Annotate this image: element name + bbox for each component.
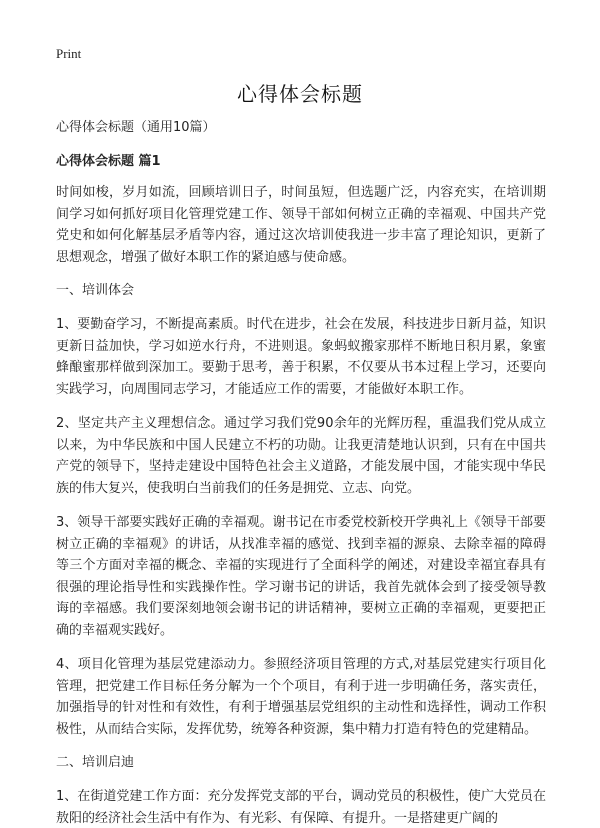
part1-heading: 一、培训体会	[56, 283, 135, 298]
document-title: 心得体会标题	[237, 82, 363, 106]
list-item: 1、要勤奋学习，不断提高素质。时代在进步，社会在发展，科技进步日新月益，知识更新日益加快，学习如逆水行舟，不进则退。象蚂蚁搬家那样不断地日积月累，象蜜蜂酿蜜那样做到深加工。要勤于思考，善于积累，不仅要从书本过程上学习，还要向实践学习，向周围同志学习，才能适应工作的需要，才能做好本职工作。	[56, 317, 546, 397]
print-link[interactable]: Print	[56, 46, 82, 61]
list-item: 1、在街道党建工作方面：充分发挥党支部的平台，调动党员的积极性，使广大党员在敖阳的经济社会生活中有作为、有光彩、有保障、有提升。一是搭建更广阔的	[56, 789, 546, 826]
document-subtitle: 心得体会标题（通用10篇）	[56, 120, 216, 135]
section-title: 心得体会标题 篇1	[56, 154, 161, 169]
document-content	[56, 118, 546, 828]
part2-heading: 二、培训启迪	[56, 755, 135, 770]
list-item: 4、项目化管理为基层党建添动力。参照经济项目管理的方式,对基层党建实行项目化管理，把党建工作目标任务分解为一个个项目，有利于进一步明确任务，落实责任，加强指导的针对性和有效性，有利于增强基层党组织的主动性和选择性，调动工作积极性，从而结合实际，发挥优势，统筹各种资源，集中精力打造有特色的党建精品。	[56, 657, 546, 737]
list-item: 2、坚定共产主义理想信念。通过学习我们党90余年的光辉历程，重温我们党从成立以来，为中华民族和中国人民建立不朽的功勋。让我更清楚地认识到，只有在中国共产党的领导下，坚持走建设中国特色社会主义道路，才能发展中国，才能实现中华民族的伟大复兴，使我明白当前我们的任务是拥党、立志、向党。	[56, 416, 546, 496]
list-item: 3、领导干部要实践好正确的幸福观。谢书记在市委党校新校开学典礼上《领导干部要树立正确的幸福观》的讲话，从找准幸福的感觉、找到幸福的源泉、去除幸福的障碍等三个方面对幸福的概念、幸福的实现进行了全面科学的阐述，对建设幸福宜春具有很强的理论指导性和实践操作性。学习谢书记的讲话，我首先就体会到了接受领导教诲的幸福感。我们要深刻地领会谢书记的讲话精神，要树立正确的幸福观，更要把正确的幸福观实践好。	[56, 515, 546, 638]
intro-paragraph: 时间如梭，岁月如流，回顾培训日子，时间虽短，但选题广泛，内容充实，在培训期间学习如何抓好项目化管理党建工作、领导干部如何树立正确的幸福观、中国共产党党史和如何化解基层矛盾等内容，通过这次培训使我进一步丰富了理论知识，更新了思想观念，增强了做好本职工作的紧迫感与使命感。	[56, 185, 546, 265]
